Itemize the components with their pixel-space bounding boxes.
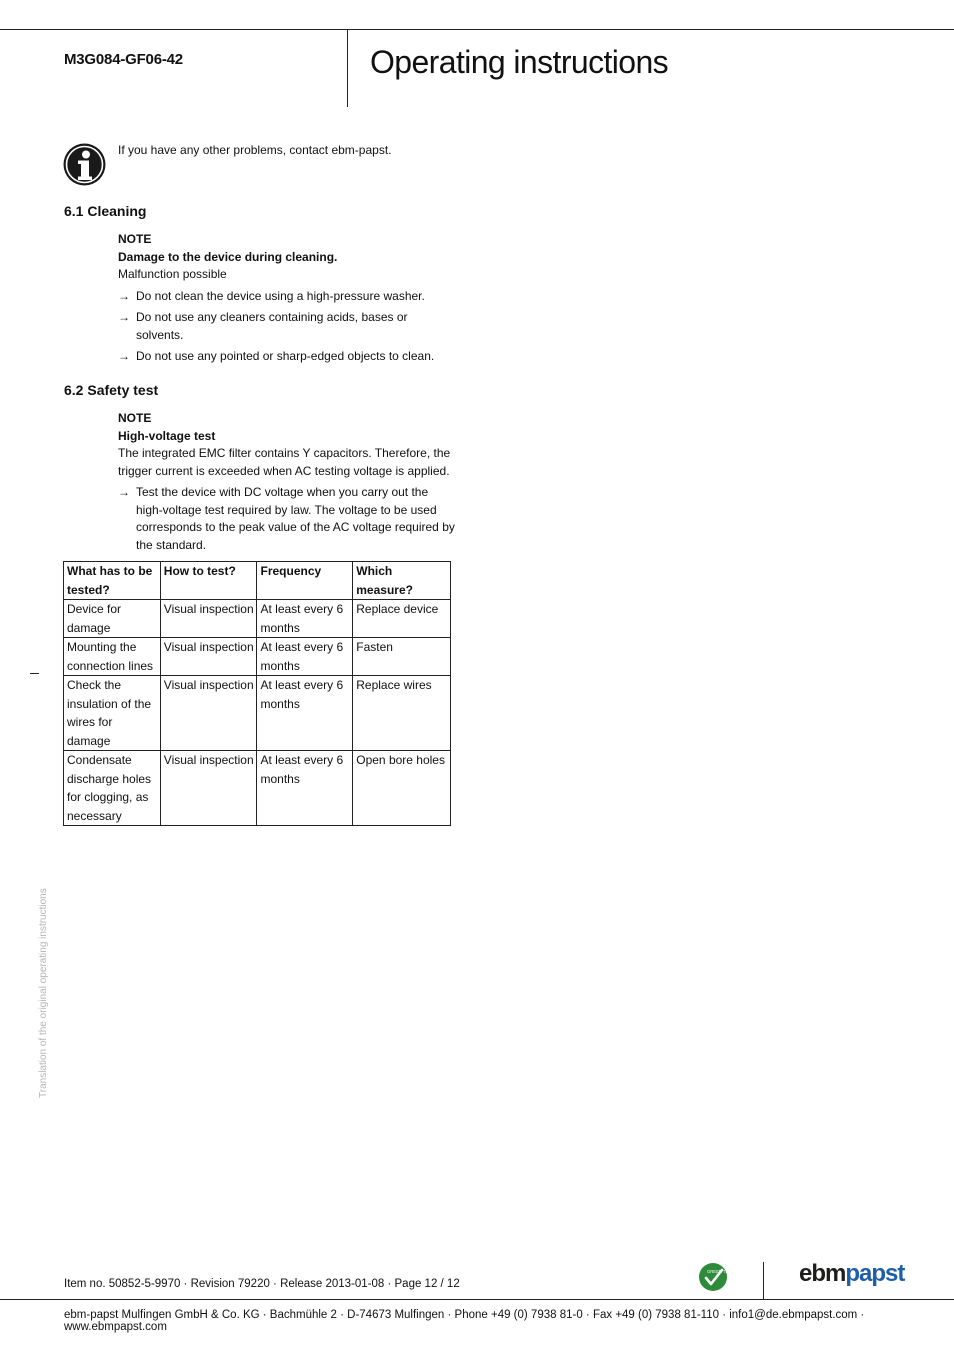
column-header: Which measure? <box>353 562 451 600</box>
table-header-row <box>64 562 451 600</box>
section-heading-safety-test: 6.2 Safety test <box>64 382 159 398</box>
arrow-right-icon: → <box>118 310 130 324</box>
instruction-step: → Do not use any cleaners containing acids, bases or solvents. <box>118 310 408 342</box>
table-cell: Fasten <box>353 638 451 676</box>
green-tech-label: GREEN TECH <box>707 1269 735 1274</box>
table-cell: Open bore holes <box>353 751 451 826</box>
table-cell: Device for damage <box>64 600 161 638</box>
table-cell: Replace wires <box>353 676 451 751</box>
note-title: High-voltage test <box>118 428 216 443</box>
header-top-rule <box>0 29 954 30</box>
column-header: What has to be tested? <box>64 562 161 600</box>
table-cell: Mounting the connection lines <box>64 638 161 676</box>
arrow-right-icon: → <box>118 288 130 303</box>
column-header: Frequency <box>257 562 353 600</box>
section-heading-cleaning: 6.1 Cleaning <box>64 203 147 219</box>
table-cell: At least every 6 months <box>257 751 353 826</box>
table-cell: At least every 6 months <box>257 638 353 676</box>
table-cell: Check the insulation of the wires for damage <box>64 676 161 751</box>
item-info: Item no. 50852-5-9970 · Revision 79220 · Release 2013-01-08 · Page 12 / 12 <box>64 1278 460 1290</box>
note-label: NOTE <box>118 232 152 246</box>
note-label: NOTE <box>118 411 152 425</box>
side-note: Translation of the original operating instructions <box>38 888 49 1098</box>
instruction-step: → Test the device with DC voltage when you carry out the high-voltage test required by law. The voltage to be used corresponds to the peak value of the AC voltage required by the standard. <box>118 485 455 552</box>
fold-mark <box>30 673 39 674</box>
brand-part-ebm: ebm <box>799 1260 846 1287</box>
table-row <box>64 638 451 676</box>
arrow-right-icon: → <box>118 349 130 363</box>
table-row <box>64 600 451 638</box>
model-number: M3G084-GF06-42 <box>64 51 183 68</box>
header-divider <box>347 29 348 107</box>
footer-rule <box>0 1299 954 1300</box>
company-footer: ebm-papst Mulfingen GmbH & Co. KG · Bachmühle 2 · D-74673 Mulfingen · Phone +49 (0) 7938 81-0 · Fax +49 (0) 7938 81-110 · info1@de.ebmpapst.com · www.ebmpapst.com <box>64 1309 865 1333</box>
table-cell: Visual inspection <box>160 676 257 751</box>
table-cell: Visual inspection <box>160 638 257 676</box>
page-title: Operating instructions <box>370 44 669 80</box>
ebmpapst-logo <box>799 1260 904 1288</box>
table-cell: Condensate discharge holes for clogging, as necessary <box>64 751 161 826</box>
safety-note <box>118 410 458 554</box>
table-row <box>64 751 451 826</box>
table-cell: Visual inspection <box>160 751 257 826</box>
instruction-step: → Do not clean the device using a high-pressure washer. <box>118 288 436 306</box>
safety-test-table <box>63 561 451 826</box>
note-title: Damage to the device during cleaning. <box>118 249 338 264</box>
table-cell: At least every 6 months <box>257 600 353 638</box>
table-cell: Visual inspection <box>160 600 257 638</box>
instruction-step: → Do not use any pointed or sharp-edged objects to clean. <box>118 348 456 366</box>
table-row <box>64 676 451 751</box>
column-header: How to test? <box>160 562 257 600</box>
table-cell: At least every 6 months <box>257 676 353 751</box>
cleaning-note <box>118 231 458 366</box>
note-text: Malfunction possible <box>118 267 227 281</box>
table-cell: Replace device <box>353 600 451 638</box>
note-text: The integrated EMC filter contains Y capacitors. Therefore, the trigger current is exceeded when AC testing voltage is applied. <box>118 446 451 478</box>
green-tech-logo <box>698 1262 735 1292</box>
info-note-text: If you have any other problems, contact ebm-papst. <box>118 143 392 157</box>
info-icon <box>63 143 106 186</box>
arrow-right-icon: → <box>118 485 130 499</box>
brand-part-papst: papst <box>845 1260 905 1287</box>
logo-divider <box>763 1262 764 1300</box>
